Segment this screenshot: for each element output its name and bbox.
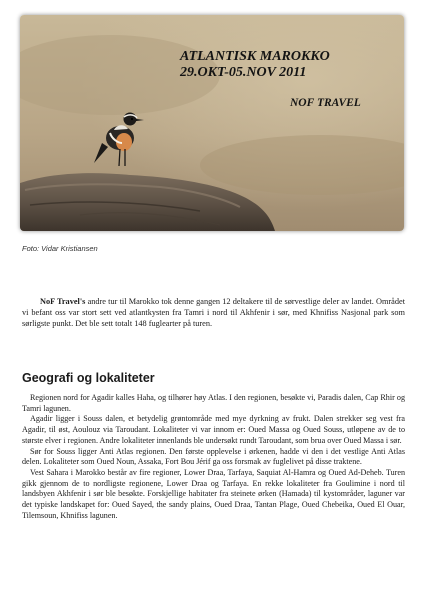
intro-paragraph — [22, 296, 405, 329]
cover-photo — [20, 15, 404, 231]
body-paragraph: Sør for Souss ligger Anti Atlas regionen. Den første opplevelse i ørkenen, hadde vi den i det vestlige Anti Atlas delen. Lokaliteter som Oued Noun, Assaka, Fort Bou Jérif ga oss forsmak av fuglelivet på disse traktene. — [22, 446, 405, 467]
trip-title — [180, 49, 330, 81]
section-heading: Geografi og lokaliteter — [22, 371, 155, 385]
body-paragraph: Vest Sahara i Marokko består av fire regioner, Lower Draa, Tarfaya, Saquiat Al-Hamra og Oued Ad-Deheb. Turen gikk gjennom de to nordligste regionene, Lower Draa og Tarfaya. En rekke lokaliteter fra Goulimine i nord til landsbyen Akhfenir i sør ble besøkte. Forskjellige habitater fra steinete ørken (Hamada) til kystområder, laguner var det typiske landskapet for: Oued Sayed, the sandy plains, Oued Draa, Tantan Plage, Oued Chebeika, Oued El Ouar, Tilemsoun, Khnifiss lagunen. — [22, 467, 405, 520]
intro-text: andre tur til Marokko tok denne gangen 12 deltakere til de sørvestlige deler av landet. Området vi befant oss var stort sett ved atlantkysten fra Tamri i nord til Akhfenir i sør, med Khnifiss Nasjonal park som sørligste punkt. Det ble sett totalt 148 fuglearter på turen. — [22, 297, 405, 328]
trip-title-line-1: ATLANTISK MAROKKO — [180, 49, 330, 64]
section-body — [22, 393, 405, 521]
body-paragraph: Agadir ligger i Souss dalen, et betydelig grøntområde med mye dyrkning av frukt. Dalen strekker seg vest fra Agadir, til øst, Aoulouz via Taroudant. Lokaliteter vi var innom er: Oued Massa og Oued Souss, utløpene av de to største elver i regionen. Andre lokaliteter innenlands ble undersøkt rundt Taroudant, som brua over Oued Massa i sør. — [22, 414, 405, 445]
trip-title-dates: 29.OKT-05.NOV 2011 — [180, 65, 307, 80]
brand-name: NOF TRAVEL — [290, 97, 361, 109]
bird-on-rock-illustration — [20, 15, 404, 231]
photo-credit: Foto: Vidar Kristiansen — [22, 244, 98, 253]
intro-brand: NoF Travel's — [40, 297, 86, 306]
body-paragraph: Regionen nord for Agadir kalles Haha, og tilhører høy Atlas. I den regionen, besøkte vi, Paradis dalen, Cap Rhir og Tamri lagunen. — [22, 393, 405, 413]
